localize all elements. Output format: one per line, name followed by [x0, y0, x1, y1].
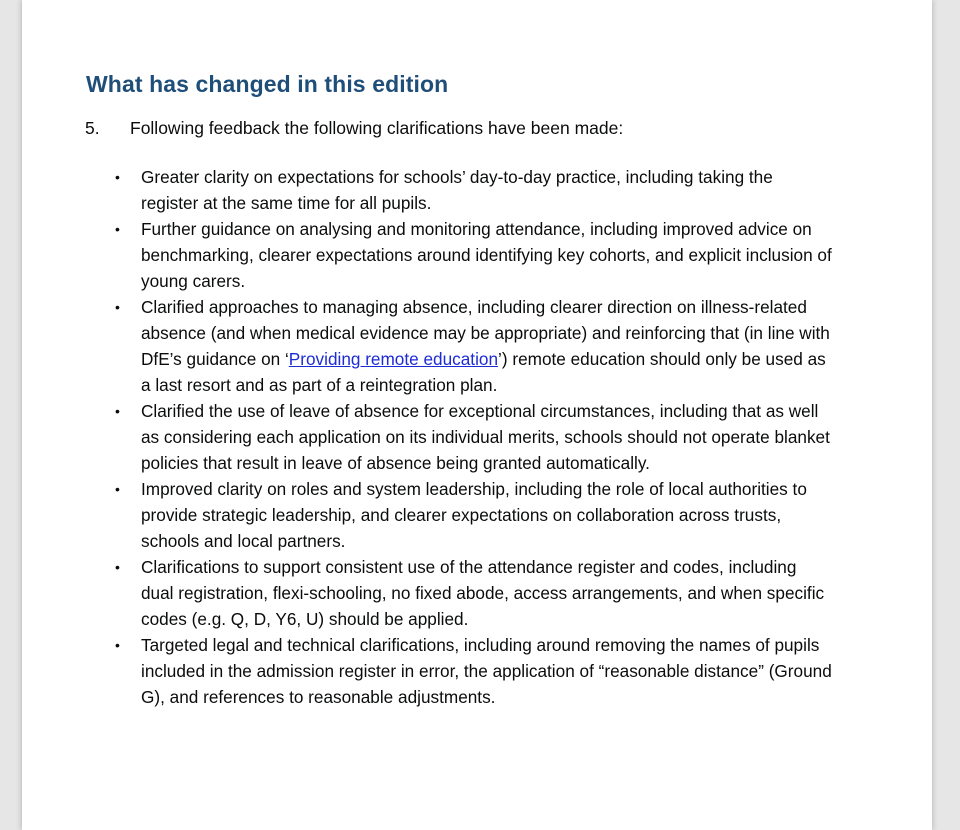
- clarifications-list: [112, 164, 832, 710]
- paragraph-number: 5.: [85, 118, 100, 138]
- providing-remote-education-link[interactable]: Providing remote education: [288, 349, 499, 369]
- document-page: [22, 0, 932, 830]
- bullet-icon: •: [115, 169, 120, 185]
- list-item: [112, 554, 832, 632]
- list-item-text-after-link: ’) remote education should only be used as a last resort and as part of a reintegration plan.: [141, 349, 826, 395]
- paragraph-text: Following feedback the following clarifications have been made:: [130, 118, 624, 138]
- list-item-text: Improved clarity on roles and system leadership, including the role of local authorities to provide strategic leadership, and clearer expectations on collaboration across trusts, schools and local partners.: [141, 479, 807, 551]
- list-item-text: Further guidance on analysing and monitoring attendance, including improved advice on benchmarking, clearer expectations around identifying key cohorts, and explicit inclusion of young carers.: [141, 219, 832, 291]
- bullet-icon: •: [115, 403, 120, 419]
- bullet-icon: •: [115, 637, 120, 653]
- list-item: [112, 632, 832, 710]
- list-item-text: Greater clarity on expectations for schools’ day-to-day practice, including taking the register at the same time for all pupils.: [141, 167, 773, 213]
- list-item: [112, 216, 832, 294]
- bullet-icon: •: [115, 299, 120, 315]
- bullet-icon: •: [115, 481, 120, 497]
- list-item: [112, 398, 832, 476]
- bullet-icon: •: [115, 221, 120, 237]
- numbered-paragraph: [85, 118, 623, 139]
- list-item: [112, 476, 832, 554]
- list-item: [112, 294, 832, 398]
- list-item-text: Clarifications to support consistent use of the attendance register and codes, including dual registration, flexi-schooling, no fixed abode, access arrangements, and when specific codes (e.g. Q, D, Y6, U) should be applied.: [141, 557, 825, 629]
- list-item: [112, 164, 832, 216]
- section-heading: What has changed in this edition: [86, 71, 449, 97]
- list-item-text-before-link: Clarified approaches to managing absence, including clearer direction on illness-related absence (and when medical evidence may be appropriate) and reinforcing that (in line with DfE’s guidance on ‘: [141, 297, 830, 369]
- list-item-text: Targeted legal and technical clarifications, including around removing the names of pupils included in the admission register in error, the application of “reasonable distance” (Ground G), and references to reasonable adjustments.: [141, 635, 832, 707]
- list-item-text: Clarified the use of leave of absence for exceptional circumstances, including that as well as considering each application on its individual merits, schools should not operate blanket policies that result in leave of absence being granted automatically.: [141, 401, 830, 473]
- bullet-icon: •: [115, 559, 120, 575]
